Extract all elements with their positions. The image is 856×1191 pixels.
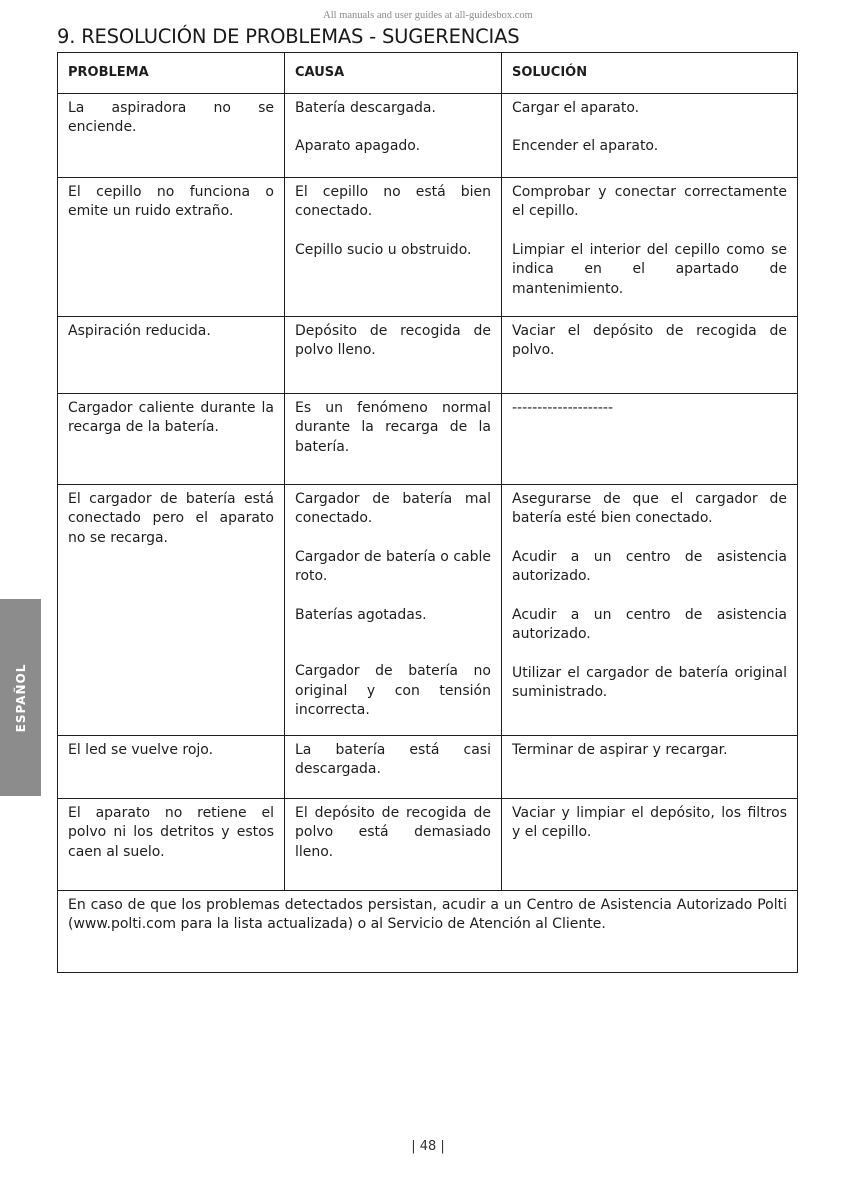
solution-cell: -------------------- [502, 393, 798, 484]
problem-cell: El led se vuelve rojo. [58, 735, 285, 798]
problem-cell: La aspiradora no se enciende. [58, 93, 285, 177]
table-footer-row [58, 890, 798, 972]
cause-cell: El cepillo no está bien conectado. Cepillo sucio u obstruido. [285, 177, 502, 316]
header-solution: SOLUCIÓN [502, 53, 798, 94]
table-row [58, 735, 798, 798]
solution-cell: Terminar de aspirar y recargar. [502, 735, 798, 798]
cause-cell: Es un fenómeno normal durante la recarga de la batería. [285, 393, 502, 484]
cause-cell: Depósito de recogida de polvo lleno. [285, 316, 502, 393]
header-cause: CAUSA [285, 53, 502, 94]
language-tab-label: ESPAÑOL [13, 663, 28, 732]
page-title: 9. RESOLUCIÓN DE PROBLEMAS - SUGERENCIAS [57, 25, 520, 48]
table-row [58, 393, 798, 484]
solution-cell: Asegurarse de que el cargador de batería esté bien conectado. Acudir a un centro de asistencia autorizado. Acudir a un centro de asistencia autorizado. Utilizar el cargador de batería original suministrado. [502, 484, 798, 735]
table-row [58, 93, 798, 177]
footer-note: En caso de que los problemas detectados persistan, acudir a un Centro de Asistencia Autorizado Polti (www.polti.com para la lista actualizada) o al Servicio de Atención al Cliente. [58, 890, 798, 972]
problem-cell: El cargador de batería está conectado pero el aparato no se recarga. [58, 484, 285, 735]
table-row [58, 177, 798, 316]
solution-cell: Vaciar y limpiar el depósito, los filtros y el cepillo. [502, 798, 798, 890]
troubleshooting-table [57, 52, 798, 973]
problem-cell: El cepillo no funciona o emite un ruido extraño. [58, 177, 285, 316]
problem-cell: Aspiración reducida. [58, 316, 285, 393]
page-number: | 48 | [411, 1139, 445, 1154]
table-row [58, 316, 798, 393]
header-problem: PROBLEMA [58, 53, 285, 94]
cause-cell: El depósito de recogida de polvo está demasiado lleno. [285, 798, 502, 890]
problem-cell: Cargador caliente durante la recarga de la batería. [58, 393, 285, 484]
watermark: All manuals and user guides at all-guidesbox.com [323, 10, 533, 21]
language-tab [0, 599, 41, 796]
table-header-row [58, 53, 798, 94]
cause-cell: Batería descargada. Aparato apagado. [285, 93, 502, 177]
solution-cell: Comprobar y conectar correctamente el cepillo. Limpiar el interior del cepillo como se indica en el apartado de mantenimiento. [502, 177, 798, 316]
table-row [58, 798, 798, 890]
solution-cell: Cargar el aparato. Encender el aparato. [502, 93, 798, 177]
problem-cell: El aparato no retiene el polvo ni los detritos y estos caen al suelo. [58, 798, 285, 890]
solution-cell: Vaciar el depósito de recogida de polvo. [502, 316, 798, 393]
cause-cell: Cargador de batería mal conectado. Cargador de batería o cable roto. Baterías agotadas. Cargador de batería no original y con tensión incorrecta. [285, 484, 502, 735]
cause-cell: La batería está casi descargada. [285, 735, 502, 798]
table-row [58, 484, 798, 735]
